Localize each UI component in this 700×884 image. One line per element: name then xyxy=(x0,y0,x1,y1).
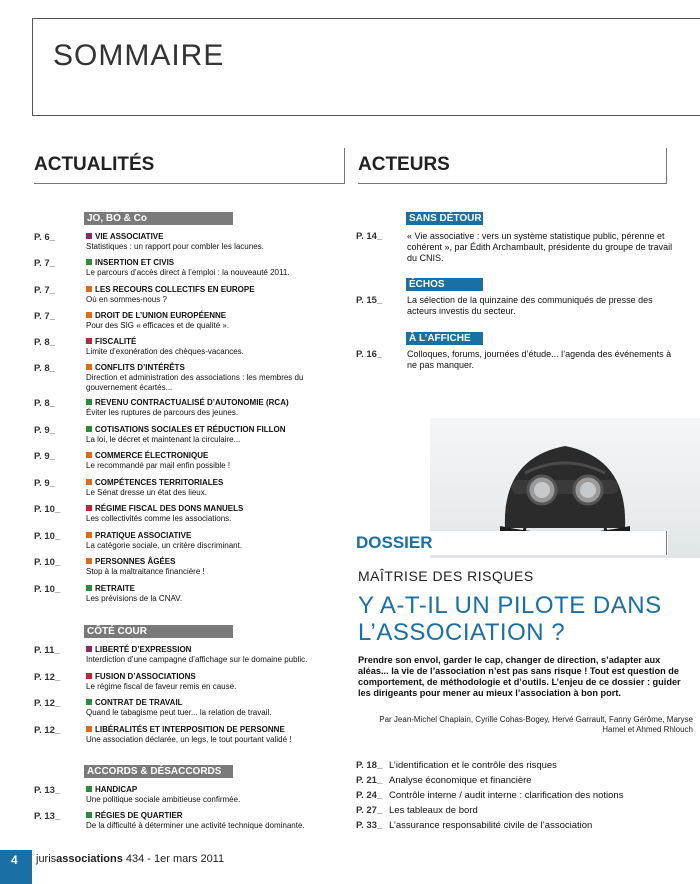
entry-title-text: REVENU CONTRACTUALISÉ D’AUTONOMIE (RCA) xyxy=(95,398,289,407)
category-square-icon xyxy=(86,233,92,239)
category-square-icon xyxy=(86,812,92,818)
entry-title-text: VIE ASSOCIATIVE xyxy=(95,232,164,241)
page-ref: P. 9_ xyxy=(34,478,55,489)
category-square-icon xyxy=(86,558,92,564)
page-ref: P. 8_ xyxy=(34,363,55,374)
page-ref: P. 16_ xyxy=(356,349,383,360)
entry-title-text: COMMERCE ÉLECTRONIQUE xyxy=(95,451,209,460)
page-ref: P. 12_ xyxy=(34,672,61,683)
page-ref: P. 27_ xyxy=(356,805,383,816)
entry-title-text: RETRAITE xyxy=(95,584,135,593)
entry-title xyxy=(86,451,208,460)
entry-desc: Contrôle interne / audit interne : clarification des notions xyxy=(389,790,624,801)
entry-desc: L’identification et le contrôle des risques xyxy=(389,760,557,771)
entry-desc: Analyse économique et financière xyxy=(389,775,532,786)
category-square-icon xyxy=(86,699,92,705)
category-square-icon xyxy=(86,479,92,485)
category-square-icon xyxy=(86,452,92,458)
dossier-authors: Par Jean-Michel Chaplain, Cyrille Cohas-Bogey, Hervé Garrault, Fanny Gérôme, Maryse Hamel et Ahmed Rhlouch xyxy=(379,715,693,734)
category-square-icon xyxy=(86,364,92,370)
page-ref: P. 7_ xyxy=(34,258,55,269)
acteurs-rule xyxy=(358,183,666,184)
entry-desc: Les collectivités comme les associations. xyxy=(86,514,232,523)
entry-title xyxy=(86,504,243,513)
footer-issue xyxy=(36,853,224,865)
entry-title xyxy=(86,811,183,820)
page-ref: P. 6_ xyxy=(34,232,55,243)
page-ref: P. 9_ xyxy=(34,451,55,462)
page-ref: P. 9_ xyxy=(34,425,55,436)
actualites-heading: ACTUALITÉS xyxy=(34,154,155,175)
entry-title xyxy=(86,232,163,241)
section-bar: CÔTÉ COUR xyxy=(84,625,233,638)
entry-desc: La sélection de la quinzaine des communiqués de presse des acteurs investis du secteur. xyxy=(407,295,653,316)
toc-entry[interactable] xyxy=(356,775,532,786)
page-ref: P. 18_ xyxy=(356,760,383,771)
entry-desc: Les prévisions de la CNAV. xyxy=(86,594,183,603)
page-ref: P. 8_ xyxy=(34,337,55,348)
category-square-icon xyxy=(86,646,92,652)
category-square-icon xyxy=(86,338,92,344)
entry-title xyxy=(86,258,174,267)
toc-entry[interactable] xyxy=(356,820,592,831)
page-ref: P. 11_ xyxy=(34,645,60,656)
section-bar: SANS DÉTOUR xyxy=(406,212,483,225)
entry-title-text: HANDICAP xyxy=(95,785,138,794)
page-ref: P. 8_ xyxy=(34,398,55,409)
entry-desc: « Vie associative : vers un système statistique public, pérenne et cohérent », par Édith Archambault, présidente du groupe de travail du CNIS. xyxy=(407,231,673,263)
page-ref: P. 21_ xyxy=(356,775,383,786)
category-square-icon xyxy=(86,726,92,732)
entry-title-text: COMPÉTENCES TERRITORIALES xyxy=(95,478,224,487)
entry-title-text: CONTRAT DE TRAVAIL xyxy=(95,698,183,707)
toc-entry[interactable] xyxy=(356,790,623,801)
entry-title xyxy=(86,478,223,487)
entry-desc: Colloques, forums, journées d’étude... l’agenda des événements à ne pas manquer. xyxy=(407,349,672,370)
acteurs-right-rule xyxy=(666,148,667,184)
entry-title xyxy=(86,584,135,593)
brand-light: juris xyxy=(36,853,57,865)
entry-desc: Une politique sociale ambitieuse confirmée. xyxy=(86,795,241,804)
entry-title-text: INSERTION ET CIVIS xyxy=(95,258,175,267)
dossier-right-rule xyxy=(666,531,667,555)
entry-title xyxy=(86,398,289,407)
page-ref: P. 10_ xyxy=(34,504,61,515)
page-ref: P. 24_ xyxy=(356,790,383,801)
entry-desc: Le Sénat dresse un état des lieux. xyxy=(86,488,207,497)
column-divider xyxy=(344,148,345,184)
page-ref: P. 10_ xyxy=(34,531,61,542)
entry-desc: Statistiques : un rapport pour combler les lacunes. xyxy=(86,242,264,251)
actualites-rule xyxy=(34,183,344,184)
entry-desc: Éviter les ruptures de parcours des jeunes. xyxy=(86,408,239,417)
page-ref: P. 7_ xyxy=(34,311,55,322)
category-square-icon xyxy=(86,286,92,292)
brand-bold: associations xyxy=(56,853,123,865)
page-ref: P. 15_ xyxy=(356,295,383,306)
page-title: SOMMAIRE xyxy=(53,39,225,72)
category-square-icon xyxy=(86,399,92,405)
dossier-lede: Prendre son envol, garder le cap, changer de direction, s’adapter aux aléas... la vie de l’association n’est pas sans risque ! Tout est question de comportement, de méthodologie et d’outils. L’enjeu de ce dossier : guider les dirigeants pour mener au mieux l’association à bon port. xyxy=(358,655,681,698)
issue-text: 434 - 1er mars 2011 xyxy=(122,853,225,865)
entry-title-text: DROIT DE L’UNION EUROPÉENNE xyxy=(95,311,227,320)
page-ref: P. 10_ xyxy=(34,557,61,568)
entry-title-text: FUSION D’ASSOCIATIONS xyxy=(95,672,196,681)
entry-desc: L’assurance responsabilité civile de l’association xyxy=(389,820,593,831)
category-square-icon xyxy=(86,426,92,432)
section-bar: À L’AFFICHE xyxy=(406,332,483,345)
dossier-banner xyxy=(356,531,668,555)
entry-desc: Quand le tabagisme peut tuer... la relation de travail. xyxy=(86,708,272,717)
entry-title-text: LIBÉRALITÉS ET INTERPOSITION DE PERSONNE xyxy=(95,725,285,734)
entry-title-text: FISCALITÉ xyxy=(95,337,137,346)
page-ref: P. 12_ xyxy=(34,698,61,709)
entry-desc: Les tableaux de bord xyxy=(389,805,478,816)
entry-desc: Où en sommes-nous ? xyxy=(86,295,167,304)
category-square-icon xyxy=(86,585,92,591)
page-ref: P. 10_ xyxy=(34,584,61,595)
entry-desc: Direction et administration des associations : les membres du gouvernement écartés... xyxy=(86,373,304,392)
entry-desc: Limite d’exonération des chèques-vacances. xyxy=(86,347,244,356)
entry-title xyxy=(86,645,191,654)
entry-desc: Le parcours d’accès direct à l’emploi : la nouveauté 2011. xyxy=(86,268,290,277)
category-square-icon xyxy=(86,312,92,318)
category-square-icon xyxy=(86,532,92,538)
entry-title xyxy=(86,531,191,540)
entry-title xyxy=(86,285,255,294)
acteurs-heading: ACTEURS xyxy=(358,154,450,175)
entry-title xyxy=(86,698,183,707)
page-ref: P. 13_ xyxy=(34,785,61,796)
page-ref: P. 13_ xyxy=(34,811,61,822)
entry-desc: La catégorie sociale, un critère discriminant. xyxy=(86,541,243,550)
dossier-label: DOSSIER xyxy=(356,533,433,552)
entry-title-text: PRATIQUE ASSOCIATIVE xyxy=(95,531,192,540)
dossier-kicker: MAÎTRISE DES RISQUES xyxy=(358,568,534,584)
entry-title xyxy=(86,425,286,434)
toc-entry[interactable] xyxy=(356,805,478,816)
entry-desc: La loi, le décret et maintenant la circulaire... xyxy=(86,435,241,444)
entry-title-text: COTISATIONS SOCIALES ET RÉDUCTION FILLON xyxy=(95,425,286,434)
section-bar: ACCORDS & DÉSACCORDS xyxy=(84,765,233,778)
page-ref: P. 33_ xyxy=(356,820,383,831)
entry-title xyxy=(86,725,285,734)
page-ref: P. 12_ xyxy=(34,725,61,736)
entry-title-text: RÉGIES DE QUARTIER xyxy=(95,811,183,820)
toc-entry[interactable] xyxy=(356,760,557,771)
entry-title-text: CONFLITS D’INTÉRÊTS xyxy=(95,363,185,372)
entry-title-text: LES RECOURS COLLECTIFS EN EUROPE xyxy=(95,285,255,294)
entry-desc: De la difficulté à déterminer une activité technique dominante. xyxy=(86,821,305,830)
entry-title xyxy=(86,311,226,320)
entry-desc: Interdiction d’une campagne d’affichage sur le domaine public. xyxy=(86,655,308,664)
entry-desc: Le régime fiscal de faveur remis en cause. xyxy=(86,682,237,691)
page-ref: P. 14_ xyxy=(356,231,383,242)
category-square-icon xyxy=(86,259,92,265)
entry-title xyxy=(86,363,185,372)
entry-title xyxy=(86,785,137,794)
entry-desc: Une association déclarée, un legs, le tout pourtant validé ! xyxy=(86,735,292,744)
entry-title xyxy=(86,337,136,346)
section-bar: ÉCHOS xyxy=(406,278,483,291)
entry-desc: Le recommandé par mail enfin possible ! xyxy=(86,461,231,470)
section-bar: JO, BO & Co xyxy=(84,212,233,225)
entry-title xyxy=(86,557,175,566)
entry-title-text: PERSONNES ÂGÉES xyxy=(95,557,176,566)
title-box xyxy=(32,18,700,116)
page-number: 4 xyxy=(0,850,32,884)
entry-desc: Pour des SIG « efficaces et de qualité ». xyxy=(86,321,230,330)
entry-title xyxy=(86,672,196,681)
dossier-headline: Y A-T-IL UN PILOTE DANS L’ASSOCIATION ? xyxy=(358,592,662,646)
category-square-icon xyxy=(86,786,92,792)
category-square-icon xyxy=(86,505,92,511)
entry-desc: Stop à la maltraitance financière ! xyxy=(86,567,205,576)
page-ref: P. 7_ xyxy=(34,285,55,296)
entry-title-text: LIBERTÉ D’EXPRESSION xyxy=(95,645,192,654)
category-square-icon xyxy=(86,673,92,679)
entry-title-text: RÉGIME FISCAL DES DONS MANUELS xyxy=(95,504,244,513)
